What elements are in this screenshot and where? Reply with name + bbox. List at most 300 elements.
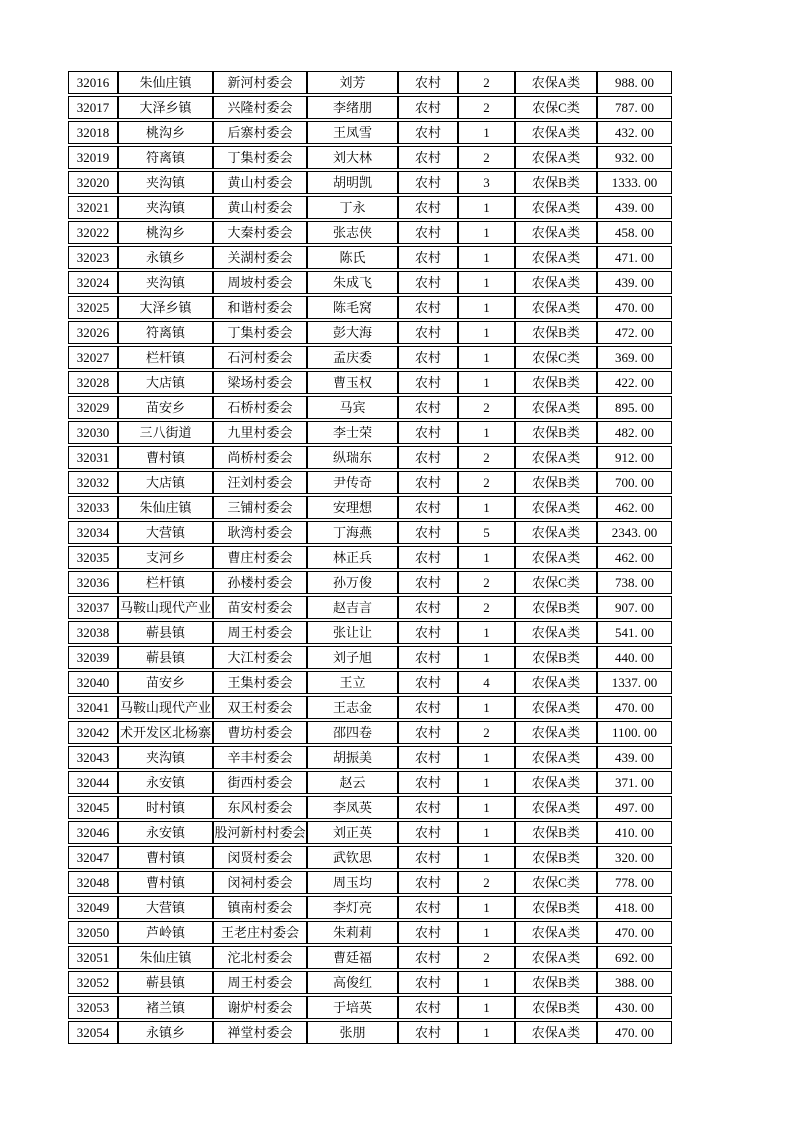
cell-village-committee: 和谐村委会 bbox=[213, 296, 307, 319]
cell-insurance-class: 农保C类 bbox=[515, 571, 597, 594]
cell-town: 桃沟乡 bbox=[118, 221, 213, 244]
cell-village-committee: 尚桥村委会 bbox=[213, 446, 307, 469]
cell-record-id: 32016 bbox=[68, 71, 118, 94]
cell-person-name: 安理想 bbox=[307, 496, 398, 519]
cell-village-committee: 后寨村委会 bbox=[213, 121, 307, 144]
cell-insurance-class: 农保B类 bbox=[515, 171, 597, 194]
cell-village-committee: 街西村委会 bbox=[213, 771, 307, 794]
cell-insurance-class: 农保B类 bbox=[515, 646, 597, 669]
cell-amount: 430. 00 bbox=[597, 996, 672, 1019]
table-row bbox=[68, 346, 672, 369]
cell-person-count: 1 bbox=[458, 496, 515, 519]
cell-person-name: 张志侠 bbox=[307, 221, 398, 244]
cell-person-count: 1 bbox=[458, 896, 515, 919]
cell-person-count: 1 bbox=[458, 971, 515, 994]
cell-person-count: 1 bbox=[458, 821, 515, 844]
cell-town: 永镇乡 bbox=[118, 1021, 213, 1044]
table-row bbox=[68, 671, 672, 694]
cell-insurance-class: 农保A类 bbox=[515, 396, 597, 419]
cell-record-id: 32053 bbox=[68, 996, 118, 1019]
cell-category: 农村 bbox=[398, 871, 458, 894]
table-row bbox=[68, 271, 672, 294]
cell-record-id: 32044 bbox=[68, 771, 118, 794]
cell-person-count: 2 bbox=[458, 446, 515, 469]
cell-person-count: 1 bbox=[458, 646, 515, 669]
cell-category: 农村 bbox=[398, 971, 458, 994]
cell-amount: 410. 00 bbox=[597, 821, 672, 844]
cell-insurance-class: 农保A类 bbox=[515, 1021, 597, 1044]
cell-town: 马鞍山现代产业 bbox=[118, 596, 213, 619]
cell-person-count: 2 bbox=[458, 396, 515, 419]
welfare-records-table bbox=[68, 71, 672, 1046]
table-row bbox=[68, 896, 672, 919]
cell-town: 时村镇 bbox=[118, 796, 213, 819]
cell-person-name: 周玉均 bbox=[307, 871, 398, 894]
cell-person-name: 尹传奇 bbox=[307, 471, 398, 494]
cell-category: 农村 bbox=[398, 621, 458, 644]
cell-amount: 895. 00 bbox=[597, 396, 672, 419]
cell-person-count: 1 bbox=[458, 321, 515, 344]
cell-person-name: 孙万俊 bbox=[307, 571, 398, 594]
cell-insurance-class: 农保C类 bbox=[515, 346, 597, 369]
cell-amount: 458. 00 bbox=[597, 221, 672, 244]
cell-category: 农村 bbox=[398, 721, 458, 744]
cell-amount: 371. 00 bbox=[597, 771, 672, 794]
cell-category: 农村 bbox=[398, 796, 458, 819]
cell-village-committee: 耿湾村委会 bbox=[213, 521, 307, 544]
cell-amount: 432. 00 bbox=[597, 121, 672, 144]
cell-village-committee: 曹坊村委会 bbox=[213, 721, 307, 744]
cell-record-id: 32046 bbox=[68, 821, 118, 844]
cell-category: 农村 bbox=[398, 471, 458, 494]
cell-amount: 738. 00 bbox=[597, 571, 672, 594]
cell-category: 农村 bbox=[398, 496, 458, 519]
cell-town: 大营镇 bbox=[118, 521, 213, 544]
cell-category: 农村 bbox=[398, 771, 458, 794]
cell-village-committee: 大秦村委会 bbox=[213, 221, 307, 244]
cell-insurance-class: 农保A类 bbox=[515, 271, 597, 294]
table-row bbox=[68, 121, 672, 144]
cell-record-id: 32051 bbox=[68, 946, 118, 969]
cell-town: 褚兰镇 bbox=[118, 996, 213, 1019]
cell-town: 永安镇 bbox=[118, 771, 213, 794]
table-row bbox=[68, 646, 672, 669]
cell-insurance-class: 农保A类 bbox=[515, 246, 597, 269]
cell-person-name: 胡振美 bbox=[307, 746, 398, 769]
cell-village-committee: 王老庄村委会 bbox=[213, 921, 307, 944]
cell-record-id: 32043 bbox=[68, 746, 118, 769]
cell-category: 农村 bbox=[398, 346, 458, 369]
cell-village-committee: 王集村委会 bbox=[213, 671, 307, 694]
cell-town: 夹沟镇 bbox=[118, 196, 213, 219]
cell-town: 桃沟乡 bbox=[118, 121, 213, 144]
cell-person-name: 刘大林 bbox=[307, 146, 398, 169]
cell-insurance-class: 农保A类 bbox=[515, 71, 597, 94]
cell-person-name: 彭大海 bbox=[307, 321, 398, 344]
cell-town: 蕲县镇 bbox=[118, 646, 213, 669]
cell-person-count: 1 bbox=[458, 1021, 515, 1044]
table-row bbox=[68, 221, 672, 244]
cell-amount: 932. 00 bbox=[597, 146, 672, 169]
cell-record-id: 32050 bbox=[68, 921, 118, 944]
cell-person-count: 1 bbox=[458, 746, 515, 769]
cell-town: 大泽乡镇 bbox=[118, 296, 213, 319]
cell-record-id: 32029 bbox=[68, 396, 118, 419]
cell-amount: 912. 00 bbox=[597, 446, 672, 469]
cell-village-committee: 闵贤村委会 bbox=[213, 846, 307, 869]
cell-village-committee: 黄山村委会 bbox=[213, 196, 307, 219]
cell-person-count: 2 bbox=[458, 871, 515, 894]
cell-amount: 2343. 00 bbox=[597, 521, 672, 544]
cell-amount: 320. 00 bbox=[597, 846, 672, 869]
cell-record-id: 32026 bbox=[68, 321, 118, 344]
cell-record-id: 32021 bbox=[68, 196, 118, 219]
cell-village-committee: 闵祠村委会 bbox=[213, 871, 307, 894]
cell-amount: 462. 00 bbox=[597, 546, 672, 569]
cell-town: 蕲县镇 bbox=[118, 971, 213, 994]
cell-village-committee: 周坡村委会 bbox=[213, 271, 307, 294]
cell-record-id: 32038 bbox=[68, 621, 118, 644]
table-row bbox=[68, 171, 672, 194]
cell-person-count: 2 bbox=[458, 946, 515, 969]
cell-person-name: 陈毛窝 bbox=[307, 296, 398, 319]
cell-category: 农村 bbox=[398, 896, 458, 919]
cell-person-count: 1 bbox=[458, 271, 515, 294]
cell-category: 农村 bbox=[398, 821, 458, 844]
cell-category: 农村 bbox=[398, 321, 458, 344]
cell-insurance-class: 农保B类 bbox=[515, 596, 597, 619]
cell-insurance-class: 农保A类 bbox=[515, 946, 597, 969]
cell-record-id: 32049 bbox=[68, 896, 118, 919]
cell-person-name: 王立 bbox=[307, 671, 398, 694]
cell-amount: 700. 00 bbox=[597, 471, 672, 494]
cell-person-name: 于培英 bbox=[307, 996, 398, 1019]
cell-village-committee: 三铺村委会 bbox=[213, 496, 307, 519]
cell-amount: 988. 00 bbox=[597, 71, 672, 94]
cell-person-count: 2 bbox=[458, 71, 515, 94]
cell-insurance-class: 农保C类 bbox=[515, 96, 597, 119]
cell-person-count: 2 bbox=[458, 471, 515, 494]
cell-town: 苗安乡 bbox=[118, 671, 213, 694]
cell-village-committee: 丁集村委会 bbox=[213, 321, 307, 344]
cell-amount: 541. 00 bbox=[597, 621, 672, 644]
table-row bbox=[68, 96, 672, 119]
cell-person-count: 1 bbox=[458, 221, 515, 244]
table-row bbox=[68, 321, 672, 344]
cell-category: 农村 bbox=[398, 296, 458, 319]
cell-village-committee: 谢炉村委会 bbox=[213, 996, 307, 1019]
cell-insurance-class: 农保A类 bbox=[515, 921, 597, 944]
cell-category: 农村 bbox=[398, 371, 458, 394]
cell-insurance-class: 农保A类 bbox=[515, 146, 597, 169]
cell-record-id: 32018 bbox=[68, 121, 118, 144]
cell-record-id: 32033 bbox=[68, 496, 118, 519]
cell-insurance-class: 农保B类 bbox=[515, 371, 597, 394]
table-row bbox=[68, 421, 672, 444]
table-row bbox=[68, 496, 672, 519]
cell-village-committee: 孙楼村委会 bbox=[213, 571, 307, 594]
cell-amount: 470. 00 bbox=[597, 696, 672, 719]
cell-category: 农村 bbox=[398, 171, 458, 194]
cell-category: 农村 bbox=[398, 221, 458, 244]
cell-person-count: 3 bbox=[458, 171, 515, 194]
cell-insurance-class: 农保B类 bbox=[515, 421, 597, 444]
cell-person-name: 李灯亮 bbox=[307, 896, 398, 919]
cell-category: 农村 bbox=[398, 271, 458, 294]
cell-amount: 440. 00 bbox=[597, 646, 672, 669]
table-row bbox=[68, 696, 672, 719]
cell-insurance-class: 农保A类 bbox=[515, 771, 597, 794]
cell-category: 农村 bbox=[398, 596, 458, 619]
cell-amount: 369. 00 bbox=[597, 346, 672, 369]
cell-town: 苗安乡 bbox=[118, 396, 213, 419]
cell-person-name: 纵瑞东 bbox=[307, 446, 398, 469]
table-row bbox=[68, 771, 672, 794]
cell-town: 马鞍山现代产业 bbox=[118, 696, 213, 719]
cell-amount: 1333. 00 bbox=[597, 171, 672, 194]
cell-amount: 470. 00 bbox=[597, 1021, 672, 1044]
cell-person-name: 陈氏 bbox=[307, 246, 398, 269]
cell-insurance-class: 农保B类 bbox=[515, 821, 597, 844]
cell-village-committee: 曹庄村委会 bbox=[213, 546, 307, 569]
table-row bbox=[68, 446, 672, 469]
cell-record-id: 32048 bbox=[68, 871, 118, 894]
cell-person-count: 2 bbox=[458, 96, 515, 119]
cell-record-id: 32019 bbox=[68, 146, 118, 169]
cell-record-id: 32028 bbox=[68, 371, 118, 394]
cell-category: 农村 bbox=[398, 671, 458, 694]
cell-person-count: 2 bbox=[458, 146, 515, 169]
cell-village-committee: 新河村委会 bbox=[213, 71, 307, 94]
cell-town: 蕲县镇 bbox=[118, 621, 213, 644]
cell-amount: 422. 00 bbox=[597, 371, 672, 394]
table-row bbox=[68, 246, 672, 269]
cell-record-id: 32035 bbox=[68, 546, 118, 569]
cell-person-count: 5 bbox=[458, 521, 515, 544]
cell-category: 农村 bbox=[398, 246, 458, 269]
cell-amount: 472. 00 bbox=[597, 321, 672, 344]
cell-insurance-class: 农保B类 bbox=[515, 996, 597, 1019]
table-row bbox=[68, 721, 672, 744]
cell-person-count: 1 bbox=[458, 696, 515, 719]
cell-person-name: 张让让 bbox=[307, 621, 398, 644]
cell-village-committee: 辛丰村委会 bbox=[213, 746, 307, 769]
cell-amount: 497. 00 bbox=[597, 796, 672, 819]
cell-insurance-class: 农保A类 bbox=[515, 721, 597, 744]
table-row bbox=[68, 796, 672, 819]
cell-person-count: 1 bbox=[458, 246, 515, 269]
cell-amount: 907. 00 bbox=[597, 596, 672, 619]
cell-amount: 439. 00 bbox=[597, 271, 672, 294]
cell-town: 朱仙庄镇 bbox=[118, 71, 213, 94]
cell-village-committee: 大江村委会 bbox=[213, 646, 307, 669]
cell-village-committee: 东风村委会 bbox=[213, 796, 307, 819]
cell-insurance-class: 农保A类 bbox=[515, 196, 597, 219]
cell-amount: 439. 00 bbox=[597, 196, 672, 219]
cell-amount: 439. 00 bbox=[597, 746, 672, 769]
cell-town: 栏杆镇 bbox=[118, 346, 213, 369]
cell-category: 农村 bbox=[398, 946, 458, 969]
cell-person-count: 1 bbox=[458, 621, 515, 644]
cell-person-count: 2 bbox=[458, 571, 515, 594]
cell-record-id: 32034 bbox=[68, 521, 118, 544]
cell-amount: 470. 00 bbox=[597, 296, 672, 319]
cell-person-name: 胡明凯 bbox=[307, 171, 398, 194]
cell-person-name: 林正兵 bbox=[307, 546, 398, 569]
cell-village-committee: 镇南村委会 bbox=[213, 896, 307, 919]
table-row bbox=[68, 146, 672, 169]
cell-category: 农村 bbox=[398, 696, 458, 719]
cell-category: 农村 bbox=[398, 196, 458, 219]
table-row bbox=[68, 471, 672, 494]
table-row bbox=[68, 871, 672, 894]
cell-amount: 470. 00 bbox=[597, 921, 672, 944]
cell-category: 农村 bbox=[398, 746, 458, 769]
cell-town: 夹沟镇 bbox=[118, 271, 213, 294]
table-row bbox=[68, 71, 672, 94]
cell-insurance-class: 农保B类 bbox=[515, 896, 597, 919]
cell-person-count: 1 bbox=[458, 296, 515, 319]
cell-category: 农村 bbox=[398, 396, 458, 419]
cell-record-id: 32020 bbox=[68, 171, 118, 194]
cell-insurance-class: 农保B类 bbox=[515, 971, 597, 994]
cell-insurance-class: 农保A类 bbox=[515, 621, 597, 644]
cell-village-committee: 周王村委会 bbox=[213, 621, 307, 644]
cell-record-id: 32041 bbox=[68, 696, 118, 719]
cell-insurance-class: 农保B类 bbox=[515, 846, 597, 869]
cell-person-name: 刘正英 bbox=[307, 821, 398, 844]
cell-category: 农村 bbox=[398, 921, 458, 944]
cell-insurance-class: 农保A类 bbox=[515, 671, 597, 694]
cell-person-name: 刘芳 bbox=[307, 71, 398, 94]
cell-record-id: 32054 bbox=[68, 1021, 118, 1044]
cell-person-name: 王凤雪 bbox=[307, 121, 398, 144]
table-row bbox=[68, 521, 672, 544]
cell-village-committee: 九里村委会 bbox=[213, 421, 307, 444]
cell-record-id: 32042 bbox=[68, 721, 118, 744]
cell-village-committee: 石河村委会 bbox=[213, 346, 307, 369]
cell-person-name: 朱莉莉 bbox=[307, 921, 398, 944]
cell-amount: 1337. 00 bbox=[597, 671, 672, 694]
cell-village-committee: 周王村委会 bbox=[213, 971, 307, 994]
cell-person-name: 赵吉言 bbox=[307, 596, 398, 619]
cell-record-id: 32017 bbox=[68, 96, 118, 119]
cell-record-id: 32025 bbox=[68, 296, 118, 319]
cell-amount: 471. 00 bbox=[597, 246, 672, 269]
cell-village-committee: 禅堂村委会 bbox=[213, 1021, 307, 1044]
cell-person-count: 1 bbox=[458, 371, 515, 394]
cell-person-name: 张朋 bbox=[307, 1021, 398, 1044]
cell-amount: 787. 00 bbox=[597, 96, 672, 119]
cell-person-name: 曹廷福 bbox=[307, 946, 398, 969]
cell-town: 三八街道 bbox=[118, 421, 213, 444]
cell-person-name: 刘子旭 bbox=[307, 646, 398, 669]
cell-town: 符离镇 bbox=[118, 146, 213, 169]
cell-category: 农村 bbox=[398, 546, 458, 569]
cell-person-name: 李凤英 bbox=[307, 796, 398, 819]
table-row bbox=[68, 371, 672, 394]
cell-person-count: 1 bbox=[458, 196, 515, 219]
cell-town: 大店镇 bbox=[118, 471, 213, 494]
cell-amount: 778. 00 bbox=[597, 871, 672, 894]
cell-person-name: 丁永 bbox=[307, 196, 398, 219]
table-row bbox=[68, 921, 672, 944]
cell-category: 农村 bbox=[398, 96, 458, 119]
cell-person-name: 王志金 bbox=[307, 696, 398, 719]
cell-record-id: 32039 bbox=[68, 646, 118, 669]
cell-town: 朱仙庄镇 bbox=[118, 946, 213, 969]
cell-town: 大营镇 bbox=[118, 896, 213, 919]
cell-person-count: 1 bbox=[458, 846, 515, 869]
cell-person-count: 1 bbox=[458, 996, 515, 1019]
cell-village-committee: 苗安村委会 bbox=[213, 596, 307, 619]
cell-record-id: 32047 bbox=[68, 846, 118, 869]
cell-category: 农村 bbox=[398, 146, 458, 169]
table-row bbox=[68, 846, 672, 869]
cell-amount: 462. 00 bbox=[597, 496, 672, 519]
cell-town: 曹村镇 bbox=[118, 846, 213, 869]
cell-person-name: 李士荣 bbox=[307, 421, 398, 444]
table-row bbox=[68, 821, 672, 844]
table-row bbox=[68, 396, 672, 419]
cell-town: 大泽乡镇 bbox=[118, 96, 213, 119]
cell-insurance-class: 农保A类 bbox=[515, 496, 597, 519]
cell-person-count: 1 bbox=[458, 546, 515, 569]
cell-town: 术开发区北杨寨 bbox=[118, 721, 213, 744]
cell-person-name: 朱成飞 bbox=[307, 271, 398, 294]
cell-village-committee: 沱北村委会 bbox=[213, 946, 307, 969]
table-row bbox=[68, 946, 672, 969]
cell-person-name: 曹玉权 bbox=[307, 371, 398, 394]
table-row bbox=[68, 196, 672, 219]
cell-insurance-class: 农保A类 bbox=[515, 796, 597, 819]
cell-person-count: 1 bbox=[458, 796, 515, 819]
cell-town: 符离镇 bbox=[118, 321, 213, 344]
cell-amount: 418. 00 bbox=[597, 896, 672, 919]
cell-insurance-class: 农保A类 bbox=[515, 121, 597, 144]
cell-town: 永镇乡 bbox=[118, 246, 213, 269]
cell-insurance-class: 农保C类 bbox=[515, 871, 597, 894]
cell-record-id: 32031 bbox=[68, 446, 118, 469]
table-row bbox=[68, 546, 672, 569]
cell-record-id: 32022 bbox=[68, 221, 118, 244]
cell-village-committee: 兴隆村委会 bbox=[213, 96, 307, 119]
cell-record-id: 32037 bbox=[68, 596, 118, 619]
cell-person-name: 李绪朋 bbox=[307, 96, 398, 119]
cell-town: 曹村镇 bbox=[118, 446, 213, 469]
cell-town: 夹沟镇 bbox=[118, 746, 213, 769]
table-row bbox=[68, 1021, 672, 1044]
cell-town: 大店镇 bbox=[118, 371, 213, 394]
cell-village-committee: 双王村委会 bbox=[213, 696, 307, 719]
cell-category: 农村 bbox=[398, 121, 458, 144]
cell-town: 支河乡 bbox=[118, 546, 213, 569]
cell-town: 永安镇 bbox=[118, 821, 213, 844]
cell-category: 农村 bbox=[398, 421, 458, 444]
cell-insurance-class: 农保A类 bbox=[515, 446, 597, 469]
cell-village-committee: 关湖村委会 bbox=[213, 246, 307, 269]
cell-person-name: 赵云 bbox=[307, 771, 398, 794]
cell-amount: 1100. 00 bbox=[597, 721, 672, 744]
cell-town: 夹沟镇 bbox=[118, 171, 213, 194]
cell-person-count: 1 bbox=[458, 421, 515, 444]
cell-town: 曹村镇 bbox=[118, 871, 213, 894]
cell-person-name: 孟庆委 bbox=[307, 346, 398, 369]
cell-record-id: 32030 bbox=[68, 421, 118, 444]
cell-person-name: 马宾 bbox=[307, 396, 398, 419]
cell-insurance-class: 农保B类 bbox=[515, 471, 597, 494]
cell-person-count: 1 bbox=[458, 921, 515, 944]
